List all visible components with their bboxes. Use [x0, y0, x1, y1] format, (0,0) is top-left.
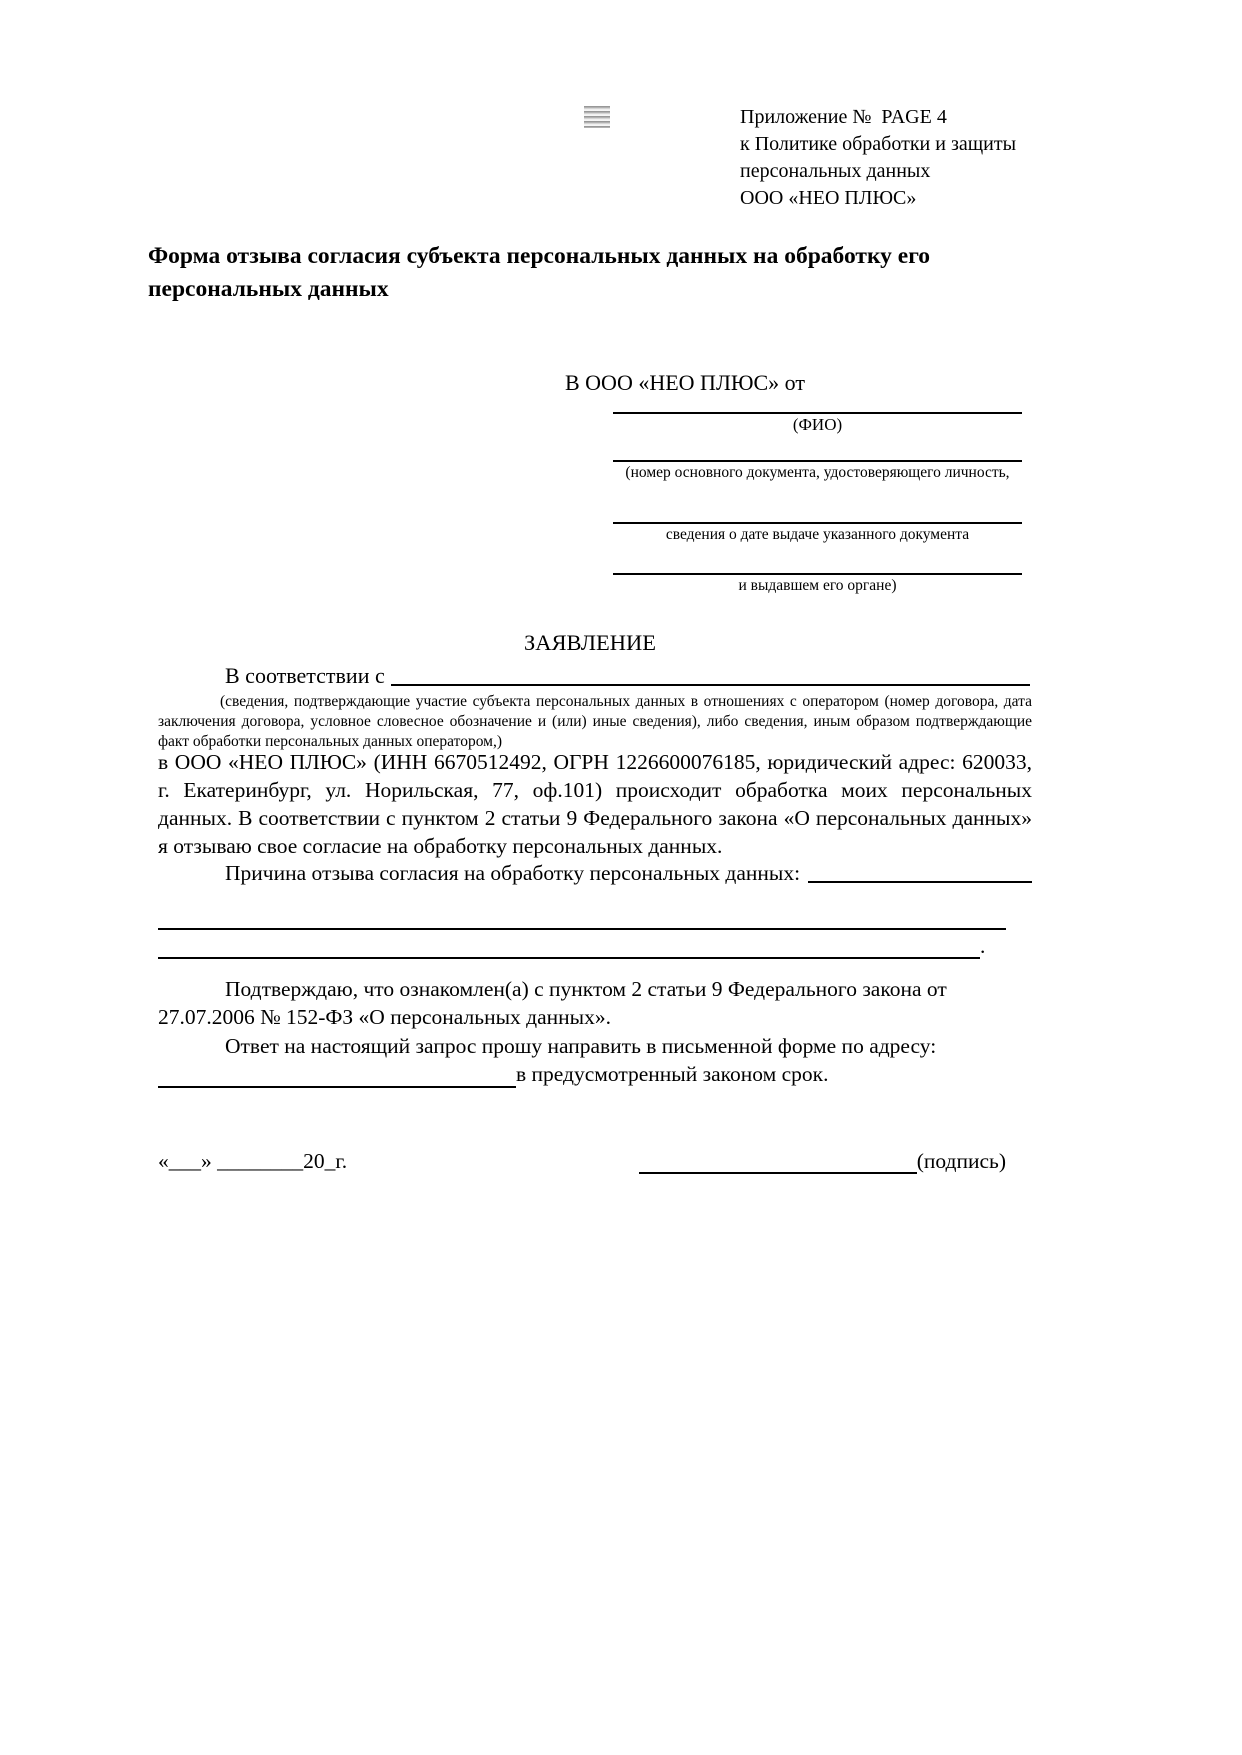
- response-suffix: в предусмотренный законом срок.: [516, 1062, 829, 1086]
- reason-fill-line-2: [158, 902, 1006, 930]
- statement-body: в ООО «НЕО ПЛЮС» (ИНН 6670512492, ОГРН 1226600076185, юридический адрес: 620033, г. Екатеринбург, ул. Норильская, 77, оф.101) происходит обработка моих персональных данных. В соответствии с пунктом 2 статьи 9 Федерального закона «О персональных данных» я отзываю свое согласие на обработку персональных данных.: [158, 750, 1032, 858]
- document-number-fill-line: [613, 436, 1022, 462]
- signature-fill-line: [639, 1148, 917, 1174]
- issue-date-fill-line: [613, 483, 1022, 524]
- appendix-number: Приложение № PAGE 4: [740, 106, 947, 128]
- reason-fill-line-3-row: [158, 931, 1032, 959]
- document-number-caption: (номер основного документа, удостоверяющего личность,: [625, 464, 1010, 481]
- embedded-object-icon: [584, 106, 610, 128]
- basis-fill-line: [391, 664, 1030, 686]
- fine-print-note: (сведения, подтверждающие участие субъекта персональных данных в отношениях с оператором (номер договора, дата заключения договора, условное словесное обозначение и (или) иные сведения), либо сведения, иным образом подтверждающие факт обработки персональных данных оператором,): [158, 693, 1032, 750]
- issuing-authority-caption: и выдавшем его органе): [738, 577, 897, 594]
- issue-date-caption: сведения о дате выдаче указанного документа: [665, 526, 970, 543]
- fio-caption: (ФИО): [792, 415, 843, 434]
- fio-fill-line: [613, 395, 1022, 414]
- reason-fill-line-3: [158, 931, 980, 959]
- response-request: Ответ на настоящий запрос прошу направить в письменной форме по адресу:: [225, 1034, 937, 1058]
- response-address-row: [158, 1060, 1032, 1088]
- date-line: «___» ________20_г.: [158, 1149, 348, 1173]
- document-title: Форма отзыва согласия субъекта персональных данных на обработку его персональных данных: [148, 243, 931, 302]
- appendix-header: [740, 104, 1040, 212]
- response-paragraph: [158, 1032, 1032, 1088]
- reason-fill-line-3-period: .: [980, 934, 986, 958]
- statement-heading: ЗАЯВЛЕНИЕ: [524, 630, 656, 655]
- confirmation-paragraph: Подтверждаю, что ознакомлен(а) с пунктом 2 статьи 9 Федерального закона от 27.07.2006 № 152-ФЗ «О персональных данных».: [158, 977, 947, 1029]
- reason-fill-line: [808, 860, 1032, 883]
- company-name: ООО «НЕО ПЛЮС»: [740, 187, 917, 209]
- reason-line: [158, 860, 1032, 886]
- issuing-authority-fill-line: [613, 545, 1022, 575]
- appendix-policy-line: к Политике обработки и защиты: [740, 133, 1017, 155]
- appendix-policy-line2: персональных данных: [740, 160, 931, 182]
- signature-caption: (подпись): [916, 1149, 1006, 1173]
- opening-label: В соответствии с: [225, 663, 385, 688]
- reason-label: Причина отзыва согласия на обработку персональных данных:: [225, 861, 801, 885]
- opening-line: [158, 664, 1030, 688]
- signature-row: [158, 1148, 1006, 1174]
- signature-area: [639, 1148, 1006, 1174]
- address-fill-line: [158, 1062, 516, 1088]
- addressee-block: [565, 371, 1022, 596]
- addressee-intro: В ООО «НЕО ПЛЮС» от: [565, 370, 805, 395]
